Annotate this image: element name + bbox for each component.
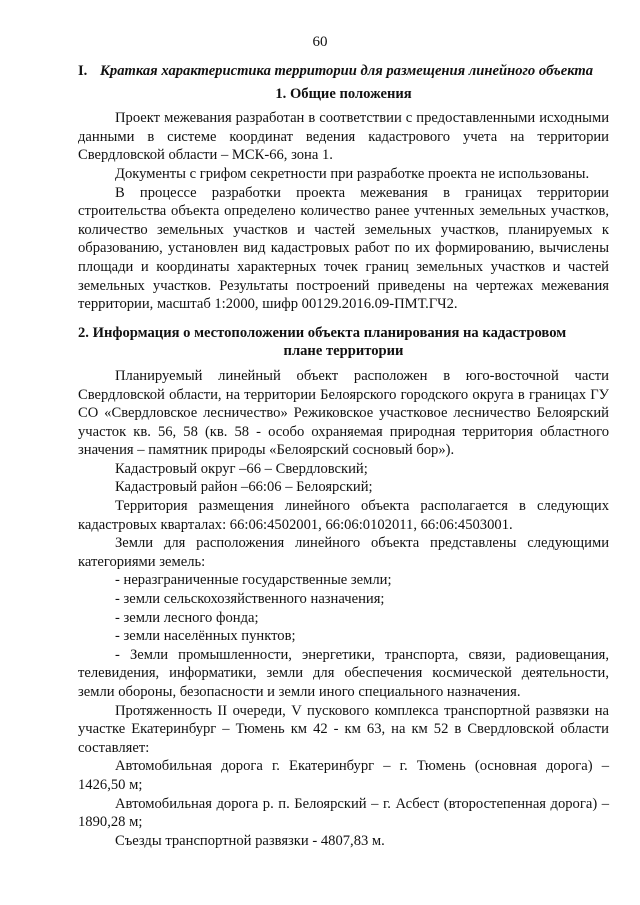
paragraph-6: Земли для расположения линейного объекта представлены следующими категориями земель:: [78, 535, 609, 570]
list-item: - земли лесного фонда;: [115, 609, 259, 626]
paragraph-7: - Земли промышленности, энергетики, транспорта, связи, радиовещания, телевидения, информатики, земли для обеспечения космической деятельности, земли обороны, безопасности и земли иного специального назначения.: [78, 646, 609, 700]
subsection-heading-general: 1. Общие положения: [275, 85, 412, 102]
paragraph-8: Протяженность II очереди, V пускового комплекса транспортной развязки на участке Екатеринбург – Тюмень км 42 - км 63, на км 52 в Свердловской области составляет:: [78, 702, 609, 756]
paragraph-5: Территория размещения линейного объекта располагается в следующих кадастровых кварталах: 66:06:4502001, 66:06:0102011, 66:06:4503001.: [78, 498, 609, 533]
list-item: - земли сельскохозяйственного назначения;: [115, 591, 385, 608]
subsection-heading-line1: 2. Информация о местоположении объекта планирования на кадастровом: [78, 324, 567, 341]
list-item: - неразграниченные государственные земли;: [115, 572, 392, 589]
list-item: - земли населённых пунктов;: [115, 628, 296, 645]
section-title: Краткая характеристика территории для размещения линейного объекта: [100, 63, 594, 79]
list-item: Кадастровый район –66:06 – Белоярский;: [115, 479, 373, 496]
paragraph-10: Автомобильная дорога р. п. Белоярский – г. Асбест (второстепенная дорога) – 1890,28 м;: [78, 795, 609, 831]
paragraph-1: Проект межевания разработан в соответствии с предоставленными исходными данными в системе координат ведения кадастрового учета на территории Свердловской области – МСК-66, зона 1.: [78, 110, 609, 164]
paragraph-3: В процессе разработки проекта межевания в границах территории строительства объекта определено количество ранее учтенных земельных участков, количество земельных участков и частей земельных участков, планируемых к образованию, установлен вид кадастровых работ по их формированию, вычислены площади и координаты характерных точек границ земельных участков и частей земельных участков. Результаты построений приведены на чертежах межевания территории, масштаб 1:2000, шифр 00129.2016.09-ПМТ.ГЧ2.: [78, 184, 609, 313]
list-item: Съезды транспортной развязки - 4807,83 м.: [115, 832, 385, 849]
paragraph-2: Документы с грифом секретности при разработке проекта не использованы.: [115, 165, 590, 182]
subsection-heading-location: [78, 324, 609, 361]
list-item: Кадастровый округ –66 – Свердловский;: [115, 460, 368, 477]
document-body: [78, 62, 609, 850]
paragraph-9: Автомобильная дорога г. Екатеринбург – г. Тюмень (основная дорога) – 1426,50 м;: [78, 758, 609, 793]
section-number: I.: [78, 63, 88, 79]
section-heading: [78, 62, 609, 81]
paragraph-4: Планируемый линейный объект расположен в юго-восточной части Свердловской области, на территории Белоярского городского округа в границах ГУ СО «Свердловское лесничество» Режиковское участковое лесничество Белоярский участок кв. 56, 58 (кв. 58 - особо охраняемая природная территория областного значения – памятник природы «Белоярский сосновый бор»).: [78, 367, 609, 459]
subsection-heading-line2: плане территории: [283, 343, 404, 360]
page-number: 60: [312, 34, 328, 50]
